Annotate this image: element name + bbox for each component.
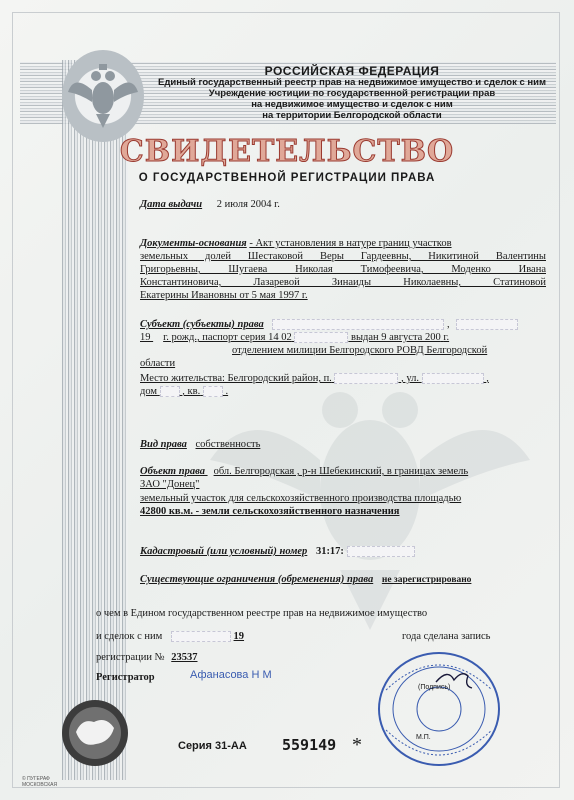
residence-row: Место жительства: Белгородский район, п. , ул. , [140,373,489,384]
issued-year-suffix: г. [443,332,450,343]
passport-text: г. рожд., паспорт серия 14 02 [163,332,292,343]
birth-year-prefix: 19 [140,332,151,343]
redacted-street [422,373,484,384]
docs-line: Екатерины Ивановны от 5 мая 1997 г. [140,290,308,301]
subject-label: Субъект (субъекты) права [140,319,264,330]
right-type-value: собственность [195,439,261,450]
restrictions-row [140,573,471,587]
subject-issuer-line: области [140,358,176,369]
signature-caption: (Подпись) [418,684,451,691]
document-subtitle: О ГОСУДАРСТВЕННОЙ РЕГИСТРАЦИИ ПРАВА [138,172,436,184]
redacted-cadastral [347,546,415,557]
redacted-flat [203,386,223,397]
issuer-header [152,66,552,121]
object-label: Объект права [140,466,205,477]
redacted-house [160,386,180,397]
redacted-settlement [334,373,398,384]
registration-number-row [96,651,198,664]
register-year-prefix: 19 [233,631,245,642]
object-row [140,465,546,478]
register-date-row [96,630,244,643]
object-line: 42800 кв.м. - земли сельскохозяйственного назначения [140,506,400,517]
right-type-label: Вид права [140,439,187,450]
star-mark: * [352,734,362,756]
registration-number-label: регистрации № [96,652,165,663]
docs-line: Григорьевны, Шугаева Николая Тимофеевича, Моденко Ивана [140,264,546,275]
record-made-text: года сделана запись [402,631,491,642]
object-location: обл. Белгородская , р-н Шебекинский, в границах земель [213,466,469,477]
registration-number-value: 23537 [171,652,198,663]
register-text: и сделок с ним [96,631,163,642]
document-title: СВИДЕТЕЛЬСТВО [119,134,455,169]
docs-line: Константиновича, Лазаревой Зинаиды Николаевны, Статиновой [140,277,546,288]
subject-passport-row [140,331,546,344]
redacted-number [294,332,348,343]
header-line: Единый государственный реестр прав на недвижимое имущество и сделок с ним [157,77,547,88]
cadastral-value: 31:17: [315,546,344,557]
residence-row: дом , кв. . [140,386,229,397]
docs-text: - Акт установления в натуре границ участков [249,238,452,249]
stamp-place-caption: М.П. [416,734,431,741]
printer-line: © ПУГЕРАФ [22,776,50,782]
double-eagle-icon [62,50,144,142]
street-label: , ул. [401,373,419,384]
cadastral-label: Кадастровый (или условный) номер [140,546,308,557]
subject-row: Субъект (субъекты) права , [140,318,518,331]
official-seal-stamp [376,650,502,768]
printer-imprint [22,776,57,788]
redacted-name [456,319,518,330]
header-line: на недвижимое имущество и сделок с ним [251,99,453,110]
redacted-date [171,631,231,642]
coat-of-arms-emblem [62,50,144,142]
series-label: Серия 31-АА [178,740,247,752]
object-line: земельный участок для сельскохозяйственного производства площадью [140,493,462,504]
registrar-label: Регистратор [96,672,155,683]
cadastral-row [140,545,415,558]
header-line: Учреждение юстиции по государственной регистрации прав [208,88,496,99]
right-type-row [140,438,260,451]
redacted-name [272,319,444,330]
register-line: о чем в Едином государственном реестре прав на недвижимое имущество [96,608,428,619]
docs-line: земельных долей Шестаковой Веры Гардеевны, Никитиной Валентины [140,251,546,262]
house-label: дом [140,386,158,397]
issued-text: выдан 9 августа 200 [351,332,441,343]
registrar-name: Афанасова Н М [190,669,272,681]
subject-issuer-line: отделением милиции Белгородского РОВД Белгородской [232,345,488,356]
double-eagle-watermark-icon [190,340,550,640]
restrictions-value: не зарегистрировано [381,575,472,585]
docs-label: Документы-основания [140,238,247,249]
residence-label: Место жительства: Белгородский район, п. [140,373,332,384]
country-name: РОССИЙСКАЯ ФЕДЕРАЦИЯ [264,64,440,78]
serial-number: 559149 [282,736,337,754]
issue-date-label: Дата выдачи [140,199,203,210]
flat-label: , кв. [182,386,201,397]
issue-date-value: 2 июля 2004 г. [216,199,280,210]
region-map-emblem-icon [60,698,130,768]
issue-date-row [140,198,280,211]
restrictions-label: Существующие ограничения (обременения) права [140,574,374,585]
object-line: ЗАО "Донец" [140,479,200,490]
docs-row [140,237,452,250]
header-line: на территории Белгородской области [262,110,442,121]
printer-line: МОСКОВСКАЯ [22,782,58,788]
